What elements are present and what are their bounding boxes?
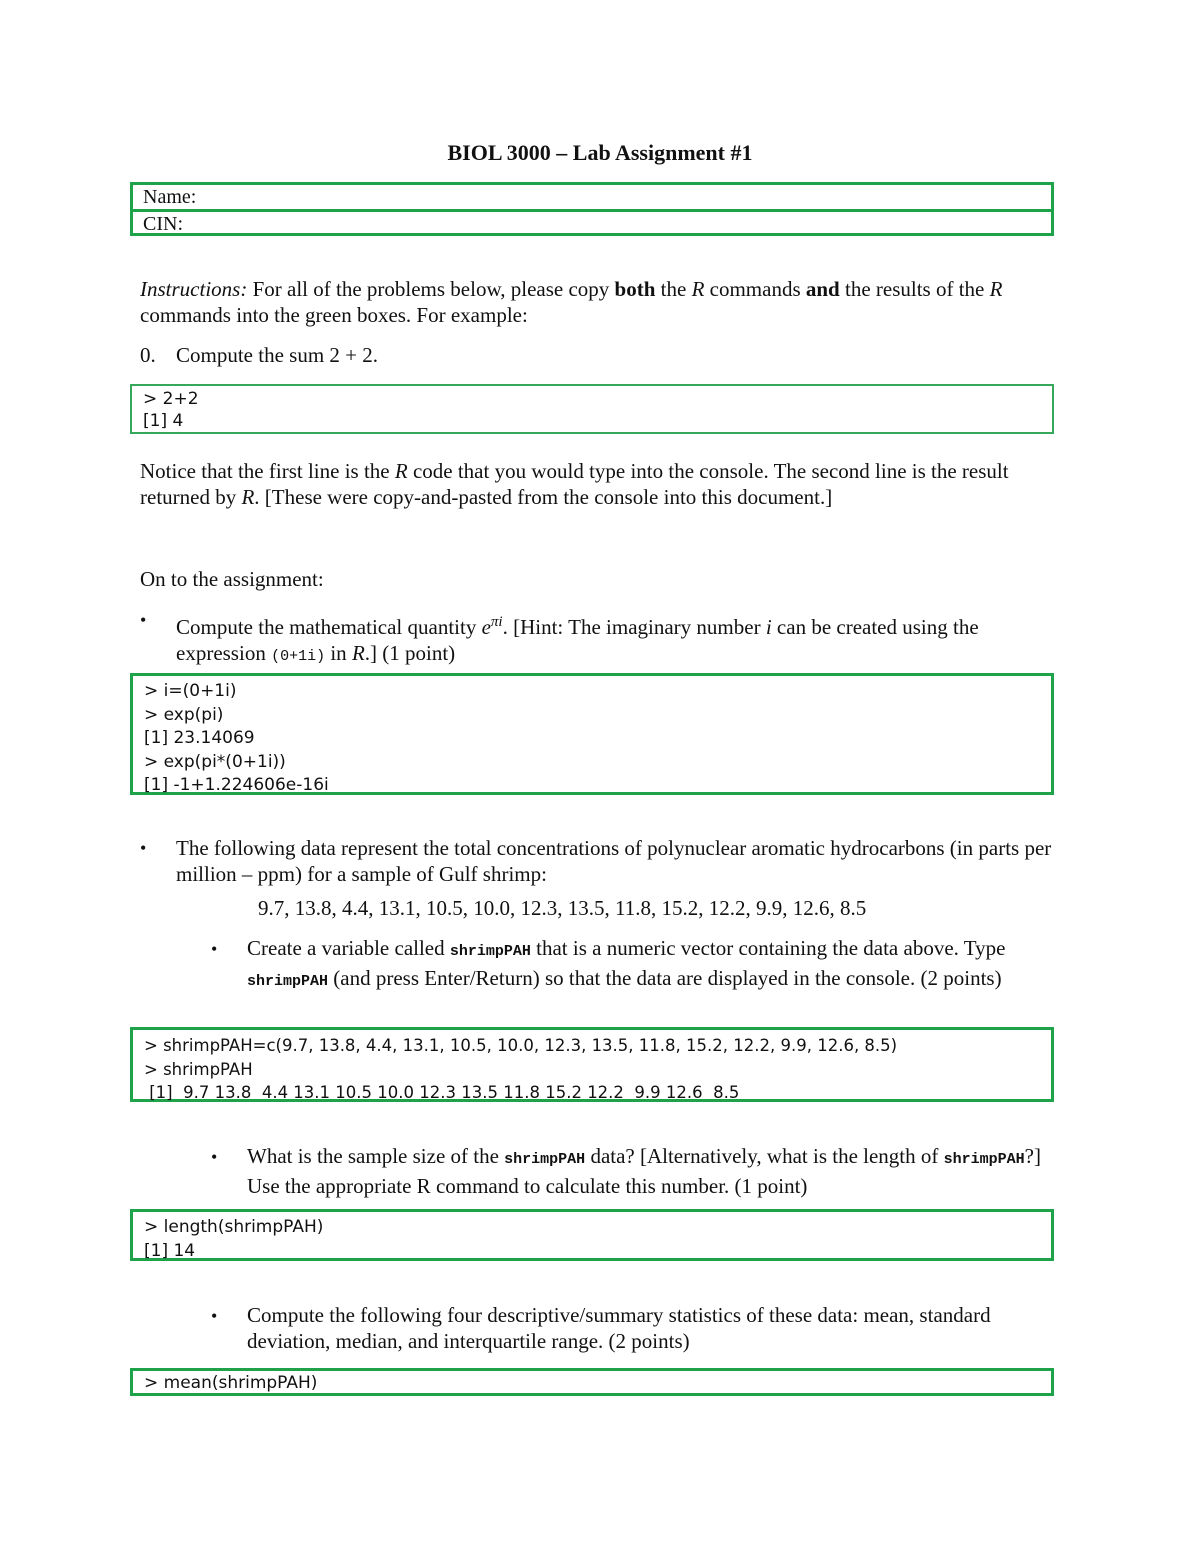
question-text: that is a numeric vector containing the data above. Type: [530, 936, 1006, 960]
inline-code: shrimpPAH: [504, 1151, 586, 1168]
question-text: Create a variable called: [247, 936, 450, 960]
onto-heading: On to the assignment:: [140, 567, 324, 591]
instructions-text: the: [655, 277, 692, 301]
question-text: in: [325, 641, 352, 665]
code-line: [1] 9.7 13.8 4.4 13.1 10.5 10.0 12.3 13.5 11.8 15.2 12.2 9.9 12.6 8.5: [144, 1083, 740, 1102]
code-line: > mean(shrimpPAH): [144, 1373, 318, 1393]
question-text: .] (1 point): [364, 641, 456, 665]
r-italic: R: [989, 277, 1003, 301]
cin-field[interactable]: CIN:: [133, 209, 1051, 236]
answer-box-2c[interactable]: [130, 1368, 1054, 1396]
example-answer-box[interactable]: [130, 384, 1054, 434]
code-line: > 2+2: [143, 389, 199, 409]
example-question: Compute the sum 2 + 2.: [176, 343, 379, 367]
question-2b: [247, 1143, 1062, 1199]
bullet-icon: •: [211, 1147, 218, 1167]
math-variable: i: [765, 615, 772, 639]
inline-code: shrimpPAH: [943, 1151, 1025, 1168]
instructions-paragraph: [140, 276, 1060, 328]
instructions-label: Instructions:: [140, 277, 248, 301]
shrimp-data-line: 9.7, 13.8, 4.4, 13.1, 10.5, 10.0, 12.3, 13.5, 11.8, 15.2, 12.2, 9.9, 12.6, 8.5: [258, 896, 867, 920]
question-2a: [247, 935, 1062, 995]
inline-code: shrimpPAH: [247, 973, 329, 990]
instructions-bold-and: and: [805, 277, 840, 301]
math-exponent: πi: [490, 614, 503, 630]
notice-paragraph: [140, 458, 1060, 510]
question-1: [176, 607, 1066, 670]
document-title: BIOL 3000 – Lab Assignment #1: [447, 140, 753, 165]
math-base: e: [481, 615, 491, 639]
notice-text: code that you would type into the console. The second line is the result returned by: [140, 459, 1009, 509]
bullet-icon: •: [211, 1306, 218, 1326]
r-italic: R: [241, 485, 255, 509]
code-line: > shrimpPAH=c(9.7, 13.8, 4.4, 13.1, 10.5, 10.0, 12.3, 13.5, 11.8, 15.2, 12.2, 9.9, 12.6, 8.5): [144, 1036, 898, 1055]
question-2c: Compute the following four descriptive/summary statistics of these data: mean, standard deviation, median, and interquartile range. (2 points): [247, 1303, 991, 1353]
r-italic: R: [691, 277, 705, 301]
question-text: ?] Use the appropriate R command to calculate this number. (1 point): [247, 1144, 1041, 1198]
question-text: (and press Enter/Return) so that the data are displayed in the console. (2 points): [328, 966, 1002, 990]
question-text: can be created using the expression: [176, 615, 979, 665]
inline-code: (0+1i): [271, 648, 326, 665]
name-field[interactable]: Name:: [143, 186, 197, 208]
instructions-text: commands: [704, 277, 806, 301]
instructions-text: commands into the green boxes. For example:: [140, 303, 528, 327]
answer-box-1[interactable]: [130, 673, 1054, 795]
code-line: > length(shrimpPAH): [144, 1217, 324, 1237]
instructions-text: the results of the: [839, 277, 990, 301]
bullet-icon: •: [140, 610, 147, 630]
answer-box-2a[interactable]: [130, 1027, 1054, 1102]
r-italic: R: [394, 459, 408, 483]
notice-text: Notice that the first line is the: [140, 459, 395, 483]
code-line: > exp(pi*(0+1i)): [144, 751, 286, 772]
question-2: The following data represent the total concentrations of polynuclear aromatic hydrocarbons (in parts per million – ppm) for a sample of Gulf shrimp:: [176, 836, 1052, 886]
bullet-icon: •: [140, 838, 147, 858]
notice-text: . [These were copy-and-pasted from the console into this document.]: [254, 485, 833, 509]
bullet-icon: •: [211, 939, 218, 959]
question-text: . [Hint: The imaginary number: [502, 615, 766, 639]
code-line: > exp(pi): [144, 704, 224, 725]
instructions-text: For all of the problems below, please copy: [247, 277, 615, 301]
instructions-bold-both: both: [614, 277, 656, 301]
code-line: [1] 14: [144, 1240, 196, 1261]
code-line: > i=(0+1i): [144, 681, 237, 701]
answer-box-2b[interactable]: [130, 1209, 1054, 1261]
code-line: [1] 23.14069: [144, 728, 255, 748]
code-line: > shrimpPAH: [144, 1059, 253, 1079]
question-text: Compute the mathematical quantity: [176, 615, 482, 639]
question-text: data? [Alternatively, what is the length of: [585, 1144, 944, 1168]
r-italic: R: [351, 641, 365, 665]
code-line: [1] -1+1.224606e-16i: [144, 775, 329, 795]
question-text: What is the sample size of the: [247, 1144, 505, 1168]
inline-code: shrimpPAH: [449, 943, 531, 960]
header-fields-box: [130, 182, 1054, 236]
code-line: [1] 4: [143, 411, 184, 431]
example-number: 0.: [140, 343, 156, 367]
